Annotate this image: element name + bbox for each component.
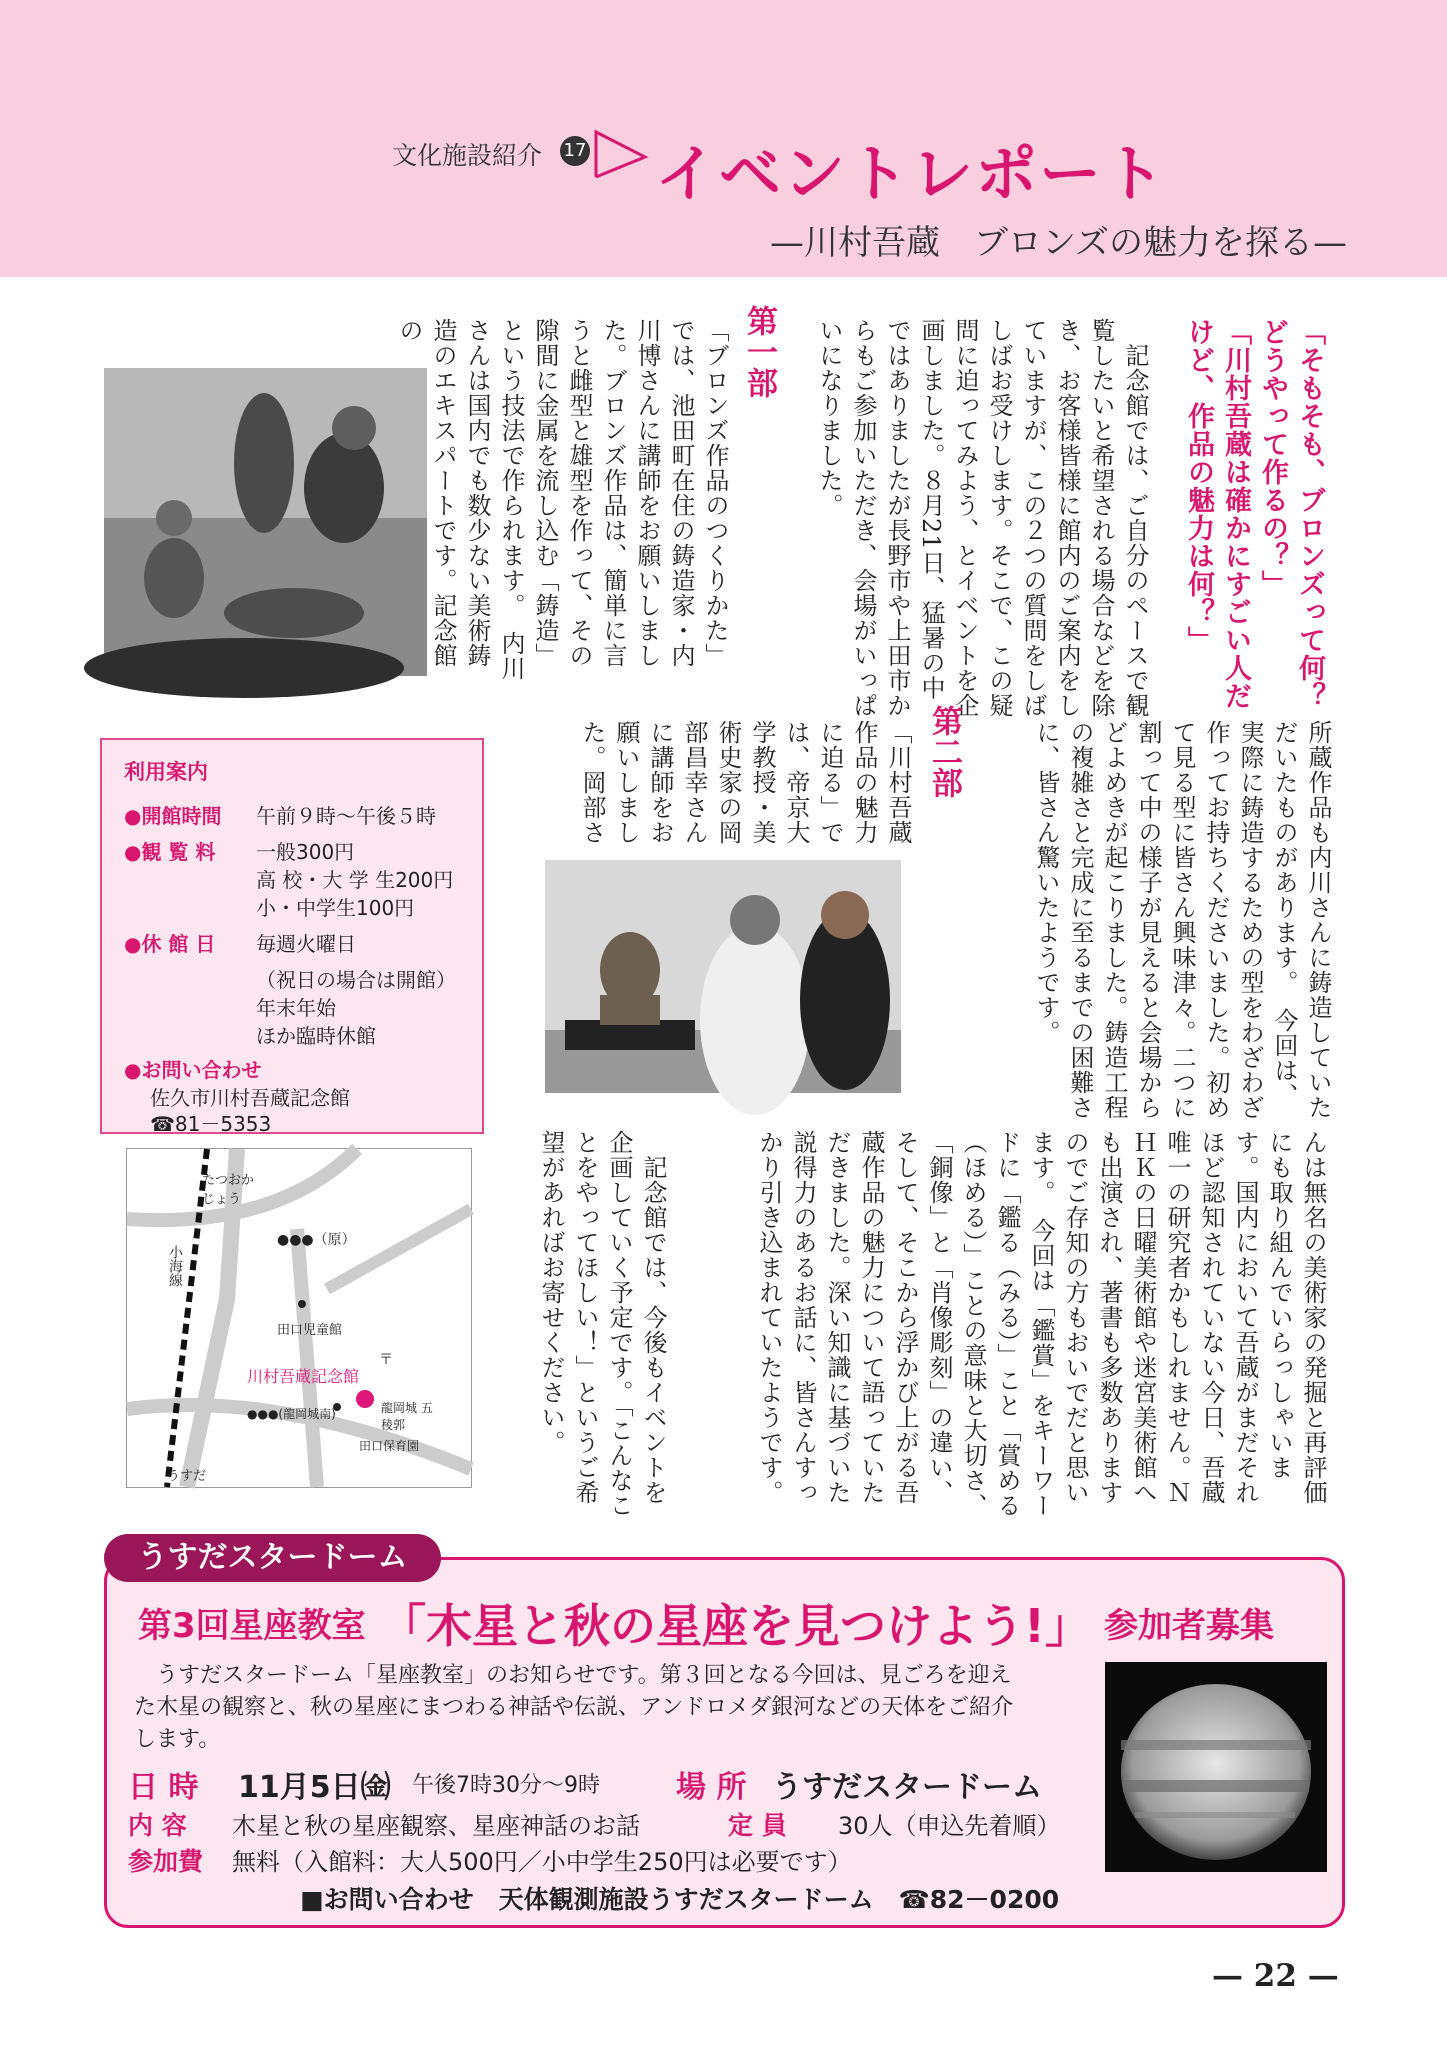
article-lead xyxy=(1158,318,1328,713)
stardome-title: 「木星と秋の星座を見つけよう!」 xyxy=(380,1599,1091,1653)
fee-value: 小・中学生100円 xyxy=(256,896,415,920)
contact-label: ●お問い合わせ xyxy=(124,1058,262,1082)
stardome-title-suffix: 参加者募集 xyxy=(1104,1606,1274,1646)
place-label: 場 所 xyxy=(676,1770,747,1805)
map-label-post: 〒 xyxy=(379,1352,393,1368)
lead-line: 「川村吾蔵は確かにすごい人だ xyxy=(1220,318,1251,710)
lead-line: どうやって作るの？」 xyxy=(1257,318,1288,598)
contact-name: 佐久市川村吾蔵記念館 xyxy=(150,1086,350,1110)
part1-text-continued: 所蔵作品も内川さんに鋳造していただいたものがあります。 今回は、実際に鋳造するための型をわざわざ作ってお持ちくださいました。初めて見る型に皆さん興味津々。二つに割って中の様子が見えると会場からどよめきが起こりました。鋳造工程の複雑さと完成に至るまでの困難さに、皆さん驚いたようです。 xyxy=(1032,720,1332,1120)
stardome-title-prefix: 第3回星座教室 xyxy=(138,1606,366,1646)
workshop-photo-illustration xyxy=(104,368,427,676)
map-label-school: 田口児童館 xyxy=(277,1323,343,1338)
info-title: 利用案内 xyxy=(124,760,208,784)
closed-value: ほか臨時休館 xyxy=(256,1024,376,1048)
closed-value: 年末年始 xyxy=(256,996,336,1020)
page-title: イベントレポート xyxy=(655,137,1168,210)
fee-value: 無料（入館料：大人500円／小中学生250円は必要です） xyxy=(232,1848,852,1876)
closed-label: ●休 館 日 xyxy=(124,932,216,956)
section-label: 文化施設紹介 xyxy=(392,141,543,170)
fee-label: ●観 覧 料 xyxy=(124,840,216,864)
part2-heading: 第二部 xyxy=(926,705,962,798)
closed-value: 毎週火曜日 xyxy=(256,932,356,956)
place-value: うすだスタードーム xyxy=(772,1770,1042,1805)
page-number: — 22 — xyxy=(1212,1958,1339,1994)
date-label: 日 時 xyxy=(128,1770,199,1805)
contact-phone: ☎81－5353 xyxy=(150,1112,272,1136)
part1-text: 「ブロンズ作品のつくりかた」では、池田町在住の鋳造家・内川博さんに講師をお願いしました。ブロンズ作品は、簡単に言うと雌型と雄型を作って、その隙間に金属を流し込む「鋳造」という技法で作られます。 内川さんは国内でも数少ない美術鋳造のエキスパートです。記念館の xyxy=(395,318,729,681)
sculpture-photo-illustration xyxy=(545,860,901,1093)
event-photo-sculpture xyxy=(545,860,901,1093)
part1-heading: 第一部 xyxy=(741,305,777,398)
section-number-badge: 17 xyxy=(560,136,590,166)
map-label-nursery: 田口保育園 xyxy=(359,1439,420,1453)
fee-value: 一般300円 xyxy=(256,840,355,864)
fee-value: 高 校・大 学 生200円 xyxy=(256,868,454,892)
jupiter-illustration xyxy=(1105,1662,1327,1872)
map-label-usuda: うすだ xyxy=(167,1469,207,1484)
fee-label: 参加費 xyxy=(128,1847,204,1876)
map-label-museum: 川村吾蔵記念館 xyxy=(247,1367,360,1386)
hours-label: ●開館時間 xyxy=(124,804,222,828)
access-map xyxy=(126,1148,472,1488)
stardome-tab: うすだスタードーム xyxy=(104,1534,441,1582)
content-label: 内 容 xyxy=(128,1811,187,1840)
capacity-label: 定 員 xyxy=(728,1811,787,1840)
map-label-hara: ●●●（原） xyxy=(277,1232,356,1248)
part2-text: 「川村吾蔵作品の魅力に迫る」では、帝京大学教授・美術史家の岡部昌幸さんに講師をお願いしました。岡部さ xyxy=(578,720,912,845)
stardome-contact: ■お問い合わせ 天体観測施設うすだスタードーム ☎82－0200 xyxy=(300,1885,1060,1914)
stardome-description-line: た木星の観察と、秋の星座にまつわる神話や伝説、アンドロメダ銀河などの天体をご紹介 xyxy=(134,1695,1014,1720)
map-label-goryokaku: 龍岡城 五稜郭 xyxy=(381,1401,433,1432)
stardome-description-line: します。 xyxy=(134,1727,221,1752)
article-intro: 記念館では、ご自分のペースで観覧したいと希望される場合などを除き、お客様皆様に館内のご案内をしていますが、この２つの質問をしばしばお受けします。そこで、この疑問に迫ってみよう、とイベントを企画しました。８月21日、猛暑の中ではありましたが長野市や上田市からもご参加いただき、会場がいっぱいになりました。 xyxy=(815,318,1149,718)
arrow-icon xyxy=(590,122,650,182)
part2-text-continued: んは無名の美術家の発掘と再評価にも取り組んでいらっしゃいます。国内において吾蔵がまだそれほど認知されていない今日、吾蔵唯一の研究者かもしれません。ＮＨＫの日曜美術館や迷宮美術館へも出演され、著書も多数ありますのでご存知の方もおいでだと思います。 今回は「鑑賞」をキーワードに「鑑る（みる）」こと「賞める（ほめる）」ことの意味と大切さ、「銅像」と「肖像彫刻」の違い、そして、そこから浮かび上がる吾蔵作品の魅力について語っていただきました。深い知識に基づいた説得力のあるお話に、皆さんすっかり引き込まれていたようです。 xyxy=(755,1130,1327,1518)
closed-value: （祝日の場合は開館） xyxy=(256,968,456,992)
closing-text: 記念館では、今後もイベントを企画していく予定です。「こんなことをやってほしい！」というご希望があればお寄せください。 xyxy=(537,1130,667,1518)
date-value: 11月5日㈮ xyxy=(238,1770,391,1805)
capacity-value: 30人（申込先着順） xyxy=(838,1812,1061,1840)
map-label-rail: 小海線 xyxy=(167,1245,183,1287)
map-roads xyxy=(127,1149,471,1487)
content-value: 木星と秋の星座観察、星座神話のお話 xyxy=(232,1812,640,1840)
page-subtitle: —川村吾蔵 ブロンズの魅力を探る— xyxy=(770,223,1347,263)
map-label-station: たつおか じょう xyxy=(202,1173,255,1207)
lead-line: けど、作品の魅力は何？」 xyxy=(1183,318,1214,654)
event-photo-workshop xyxy=(104,368,427,676)
map-label-castle-south: ●●●(龍岡城南) xyxy=(247,1407,336,1421)
stardome-description-line: うすだスタードーム「星座教室」のお知らせです。第３回となる今回は、見ごろを迎え xyxy=(134,1663,1012,1688)
hours-value: 午前９時〜午後５時 xyxy=(256,804,436,828)
jupiter-photo xyxy=(1105,1662,1327,1872)
time-value: 午後7時30分〜9時 xyxy=(412,1773,600,1798)
lead-line: 「そもそも、ブロンズって何？ xyxy=(1294,318,1325,710)
